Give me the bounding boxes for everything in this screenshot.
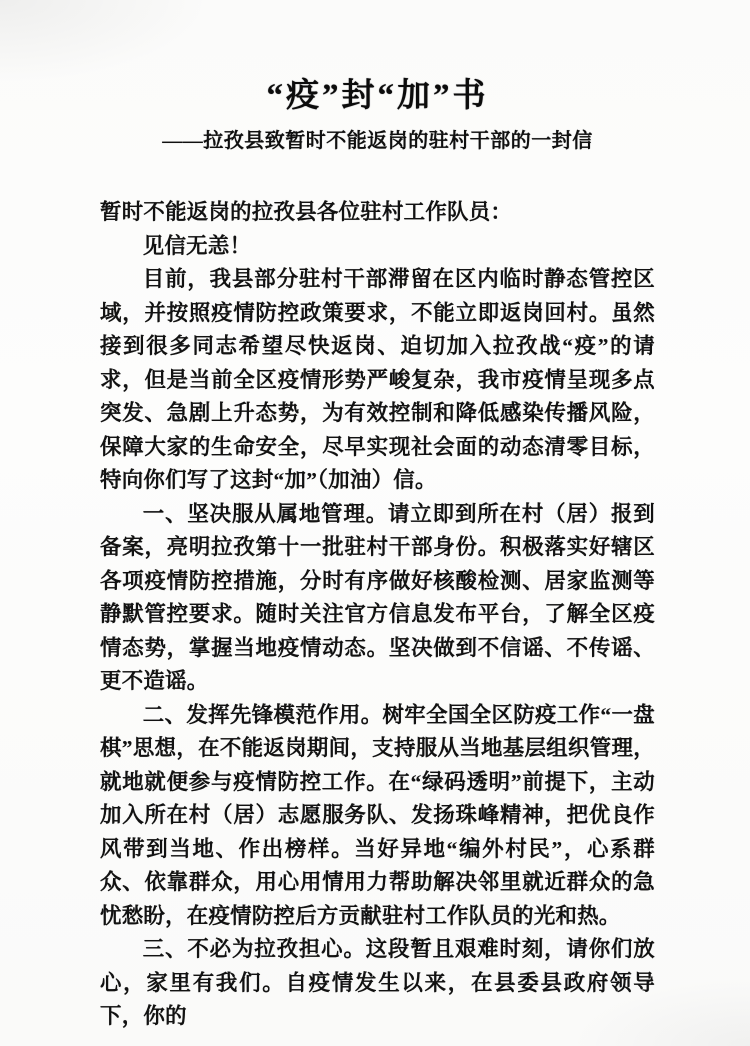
letter-title: “疫”封“加”书	[266, 78, 489, 114]
letter-paragraph-greeting: 见信无恙！	[142, 233, 252, 258]
letter-paragraph-intro: 目前，我县部分驻村干部滞留在区内临时静态管控区域，并按照疫情防控政策要求，不能立即返岗回村。虽然接到很多同志希望尽快返岗、迫切加入拉孜战“疫”的请求，但是当前全区疫情形势严峻复杂，我市疫情呈现多点突发、急剧上升态势，为有效控制和降低感染传播风险，保障大家的生命安全，尽早实现社会面的动态清零目标，特向你们写了这封“加”（加油）信。	[100, 267, 655, 492]
letter-paragraph-section-2: 二、发挥先锋模范作用。树牢全国全区防疫工作“一盘棋”思想，在不能返岗期间，支持服从当地基层组织管理，就地就便参与疫情防控工作。在“绿码透明”前提下，主动加入所在村（居）志愿服务队、发扬珠峰精神，把优良作风带到当地、作出榜样。当好异地“编外村民”，心系群众、依靠群众，用心用情用力帮助解决邻里就近群众的急忧愁盼，在疫情防控后方贡献驻村工作队员的光和热。	[100, 702, 655, 928]
letter-paragraph-section-3: 三、不必为拉孜担心。这段暂且艰难时刻，请你们放心，家里有我们。自疫情发生以来，在县委县政府领导下，你的	[100, 937, 655, 1028]
letter-subtitle: ——拉孜县致暂时不能返岗的驻村干部的一封信	[162, 130, 593, 152]
letter-paragraph-section-1: 一、坚决服从属地管理。请立即到所在村（居）报到备案，亮明拉孜第十一批驻村干部身份。积极落实好辖区各项疫情防控措施，分时有序做好核酸检测、居家监测等静默管控要求。随时关注官方信息发布平台，了解全区疫情态势，掌握当地疫情动态。坚决做到不信谣、不传谣、更不造谣。	[100, 501, 655, 693]
letter-body	[100, 196, 655, 1034]
letter-salutation: 暂时不能返岗的拉孜县各位驻村工作队员：	[100, 200, 513, 224]
